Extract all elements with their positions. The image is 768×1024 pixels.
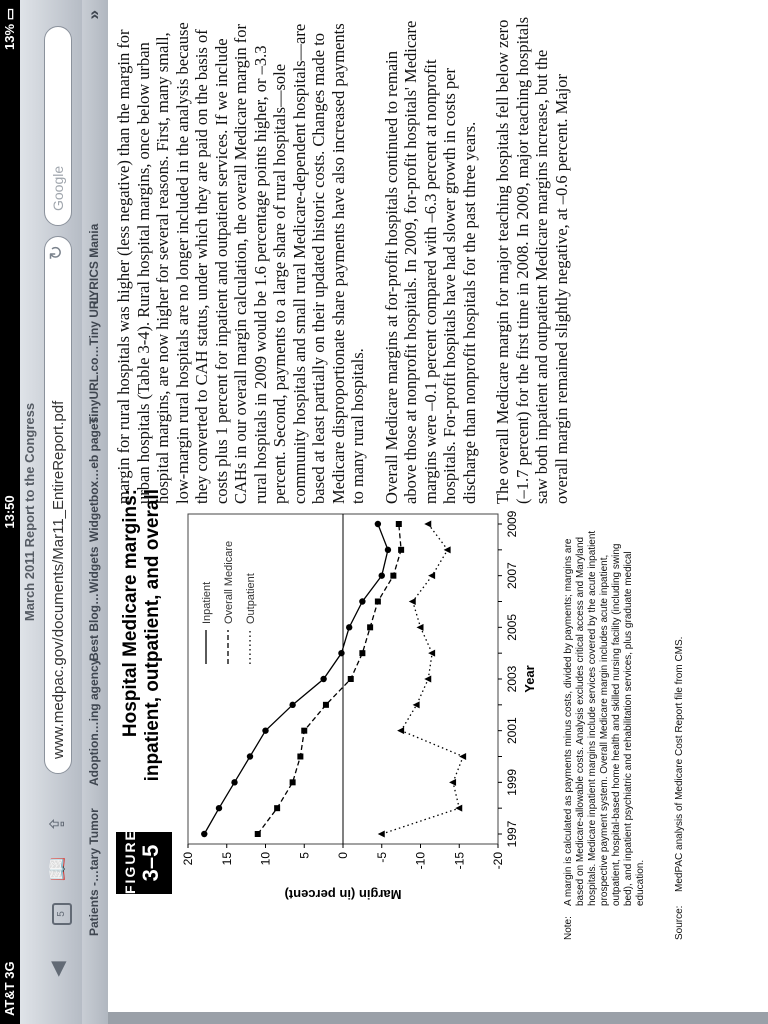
data-point: [201, 831, 207, 837]
back-icon[interactable]: ◀: [47, 961, 69, 977]
data-point: [449, 779, 456, 786]
y-tick-label: 15: [219, 852, 234, 866]
source-text: MedPAC analysis of Medicare Cost Report file from CMS.: [674, 636, 685, 892]
search-field[interactable]: [44, 26, 72, 226]
figure-label-word: FIGURE: [122, 829, 138, 894]
bookmark-item[interactable]: Widgetbox…eb pages: [87, 416, 101, 542]
bookmark-item[interactable]: Adoption…ing agency: [87, 658, 101, 786]
data-point: [455, 805, 462, 812]
data-point: [290, 779, 296, 785]
y-tick-label: -20: [491, 852, 505, 870]
data-point: [323, 702, 329, 708]
x-tick-label: 2009: [505, 510, 519, 538]
address-bar[interactable]: [44, 236, 72, 774]
data-point: [459, 753, 466, 760]
browser-toolbar: [20, 0, 83, 1024]
y-axis-title: Margin (in percent): [284, 887, 402, 902]
data-point: [346, 624, 352, 630]
bookmarks-icon[interactable]: 📖: [47, 856, 69, 882]
data-point: [301, 728, 307, 734]
x-tick-label: 2007: [505, 562, 519, 590]
x-tick-label: 1997: [505, 820, 519, 848]
y-tick-label: -5: [374, 852, 389, 863]
data-point: [424, 676, 431, 683]
x-axis-title: Year: [522, 665, 537, 693]
legend-label: Outpatient: [245, 573, 257, 624]
status-bar: [0, 0, 20, 1024]
reload-icon[interactable]: ↻: [46, 245, 66, 261]
paragraph: The overall Medicare margin for major teaching hospitals fell below zero (–1.7 percent) for the first time in 2008. In 2009, major teaching hospitals saw both inpatient and outpatient Medicare margins increase, but the overall margin remained slightly negative, at –0.6 percent. Major: [493, 16, 571, 504]
bookmark-item[interactable]: Best Blog…Widgets: [87, 546, 101, 661]
y-tick-label: 20: [181, 852, 195, 866]
data-point: [348, 676, 354, 682]
bookmarks-bar: [82, 0, 109, 1024]
data-point: [444, 546, 451, 553]
data-point: [417, 624, 424, 631]
data-point: [320, 676, 326, 682]
x-tick-label: 2003: [505, 665, 519, 693]
data-point: [379, 572, 385, 578]
data-point: [216, 805, 222, 811]
data-point: [398, 547, 404, 553]
data-point: [428, 650, 435, 657]
x-tick-label: 2005: [505, 613, 519, 641]
body-text: [114, 14, 585, 504]
data-point: [385, 547, 391, 553]
bookmark-item[interactable]: LYRICS Mania: [87, 223, 101, 304]
clock: 13:50: [2, 495, 17, 529]
y-tick-label: 0: [336, 852, 350, 859]
data-point: [378, 831, 385, 838]
legend-label: Overall Medicare: [223, 540, 235, 624]
data-point: [274, 805, 280, 811]
data-point: [375, 521, 381, 527]
y-tick-label: -10: [413, 852, 428, 870]
data-point: [255, 831, 261, 837]
data-point: [338, 650, 344, 656]
legend-label: Inpatient: [201, 581, 213, 624]
page-edge: [108, 1012, 768, 1024]
series-line-1: [258, 524, 401, 834]
figure-label-number: 3–5: [138, 844, 163, 882]
tab-count: 5: [52, 903, 72, 925]
tabs-icon[interactable]: [44, 899, 72, 929]
series-line-2: [382, 524, 463, 834]
data-point: [409, 598, 416, 605]
data-point: [428, 572, 435, 579]
data-point: [289, 702, 295, 708]
pdf-page[interactable]: [108, 0, 768, 1024]
figure-label: [116, 829, 172, 894]
carrier-label: AT&T 3G: [2, 961, 17, 1016]
y-tick-label: -15: [452, 852, 467, 870]
data-point: [297, 754, 303, 760]
search-placeholder: Google: [50, 165, 66, 211]
battery-label: 13% ▭: [2, 8, 17, 50]
source-label: Source:: [674, 905, 685, 940]
more-bookmarks-icon[interactable]: »: [84, 10, 103, 20]
data-point: [390, 573, 396, 579]
note-text: A margin is calculated as payments minus costs, divided by payments; margins are based on Medicare-allowable costs. Analysis excludes critical access and Maryland hospitals. Medicare inpatient margins include services covered by the acute inpatient prospective payment system. Overall Medicare margin includes acute inpatient, outpatient, hospital-based home health and skilled nursing facility (including swing bed), and inpatient psychiatric and rehabilitation services, plus graduate medical education.: [563, 530, 646, 906]
address-text: www.medpac.gov/documents/Mar11_EntireReport.pdf: [50, 400, 67, 759]
data-point: [413, 701, 420, 708]
data-point: [359, 650, 365, 656]
page-title: March 2011 Report to the Congress: [22, 402, 37, 622]
y-tick-label: 10: [258, 852, 273, 866]
y-tick-label: 5: [297, 852, 312, 859]
figure-note: [563, 520, 647, 940]
paragraph: margin for rural hospitals was higher (less negative) than the margin for urban hospitals (Table 3-4). Rural hospital margins, once below urban hospital margins, are now higher for several reasons. First, many small, low-margin rural hospitals are no longer included in the analysis because they converted to CAH status, under which they are paid on the basis of costs plus 1 percent for inpatient and outpatient services. If we include CAHs in our overall margin calculation, the overall Medicare margin for rural hospitals in 2009 would be 1.6 percentage points higher, or –3.3 percent. Second, payments to a large share of rural hospitals—sole community hospitals and small rural Medicare-dependent hospitals—are based at least partially on their updated historic costs. Changes made to Medicare disproportionate share payments have also increased payments to many rural hospitals.: [114, 22, 367, 504]
x-tick-label: 2001: [505, 717, 519, 745]
data-point: [359, 598, 365, 604]
share-icon[interactable]: ⇪: [47, 815, 69, 833]
data-point: [375, 599, 381, 605]
figure-title: Hospital Medicare margins: inpatient, outpatient, and overall: [120, 489, 163, 782]
bookmark-item[interactable]: TinyURL.co…Tiny URL: [87, 293, 101, 424]
note-label: Note:: [563, 916, 574, 940]
data-point: [424, 521, 431, 528]
data-point: [396, 521, 402, 527]
data-point: [247, 753, 253, 759]
data-point: [262, 727, 268, 733]
figure-source: [674, 520, 686, 940]
x-tick-label: 1999: [505, 768, 519, 796]
data-point: [231, 779, 237, 785]
data-point: [397, 727, 404, 734]
bookmark-item[interactable]: Patients -…tary Tumor: [87, 808, 101, 936]
margins-line-chart: [178, 504, 558, 904]
paragraph: Overall Medicare margins at for-profit hospitals continued to remain above those at nonprofit hospitals. In 2009, for-profit hospitals' Medicare margins were –0.1 percent compared with –6.3 percent at nonprofit hospitals. For-profit hospitals have had slower growth in costs per discharge than nonprofit hospitals for the past three years.: [381, 20, 479, 504]
data-point: [367, 624, 373, 630]
